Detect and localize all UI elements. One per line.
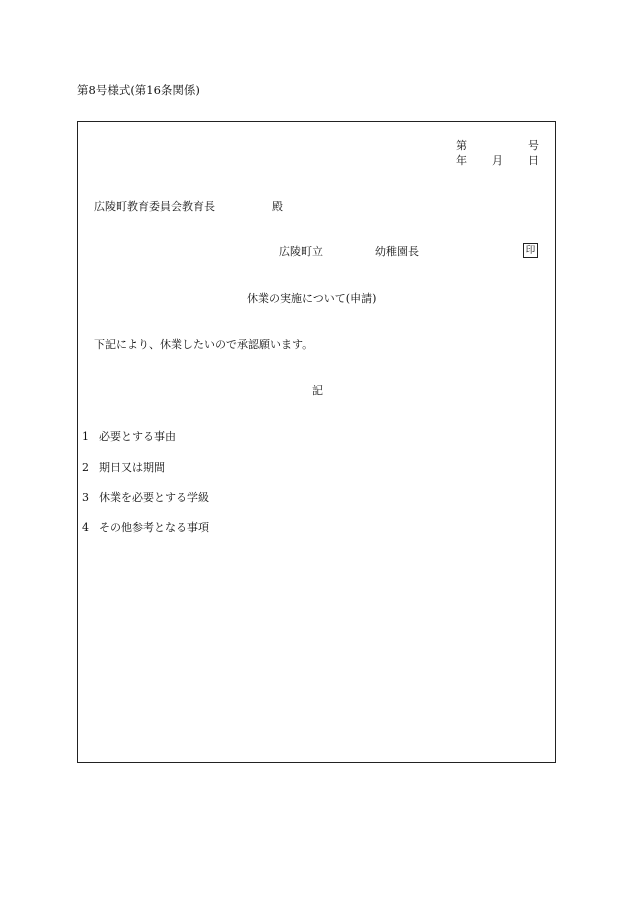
sender-affiliation: 広陵町立 bbox=[279, 245, 323, 258]
addressee-honorific: 殿 bbox=[272, 200, 283, 213]
form-title: 第8号様式(第16条関係) bbox=[77, 83, 200, 97]
list-item-number: 2 bbox=[82, 461, 89, 474]
list-item bbox=[82, 431, 176, 442]
document-number-suffix: 号 bbox=[528, 139, 539, 152]
document-subject: 休業の実施について(申請) bbox=[247, 292, 377, 305]
list-item bbox=[82, 462, 165, 473]
addressee-name: 広陵町教育委員会教育長 bbox=[94, 200, 215, 213]
list-item-number: 3 bbox=[82, 491, 89, 504]
list-item-text: 必要とする事由 bbox=[99, 430, 176, 443]
ki-heading: 記 bbox=[312, 384, 323, 397]
list-item-number: 1 bbox=[82, 430, 89, 443]
seal-mark: 印 bbox=[523, 243, 538, 258]
list-item-number: 4 bbox=[82, 521, 89, 534]
list-item bbox=[82, 522, 209, 533]
sender-title: 幼稚園長 bbox=[375, 245, 419, 258]
list-item-text: 期日又は期間 bbox=[99, 461, 165, 474]
date-year-label: 年 bbox=[456, 154, 467, 167]
document-number-prefix: 第 bbox=[456, 139, 467, 152]
date-day-label: 日 bbox=[528, 154, 539, 167]
list-item bbox=[82, 492, 209, 503]
list-item-text: その他参考となる事項 bbox=[99, 521, 209, 534]
request-body-text: 下記により、休業したいので承認願います。 bbox=[94, 338, 314, 351]
list-item-text: 休業を必要とする学級 bbox=[99, 491, 209, 504]
date-month-label: 月 bbox=[492, 154, 503, 167]
